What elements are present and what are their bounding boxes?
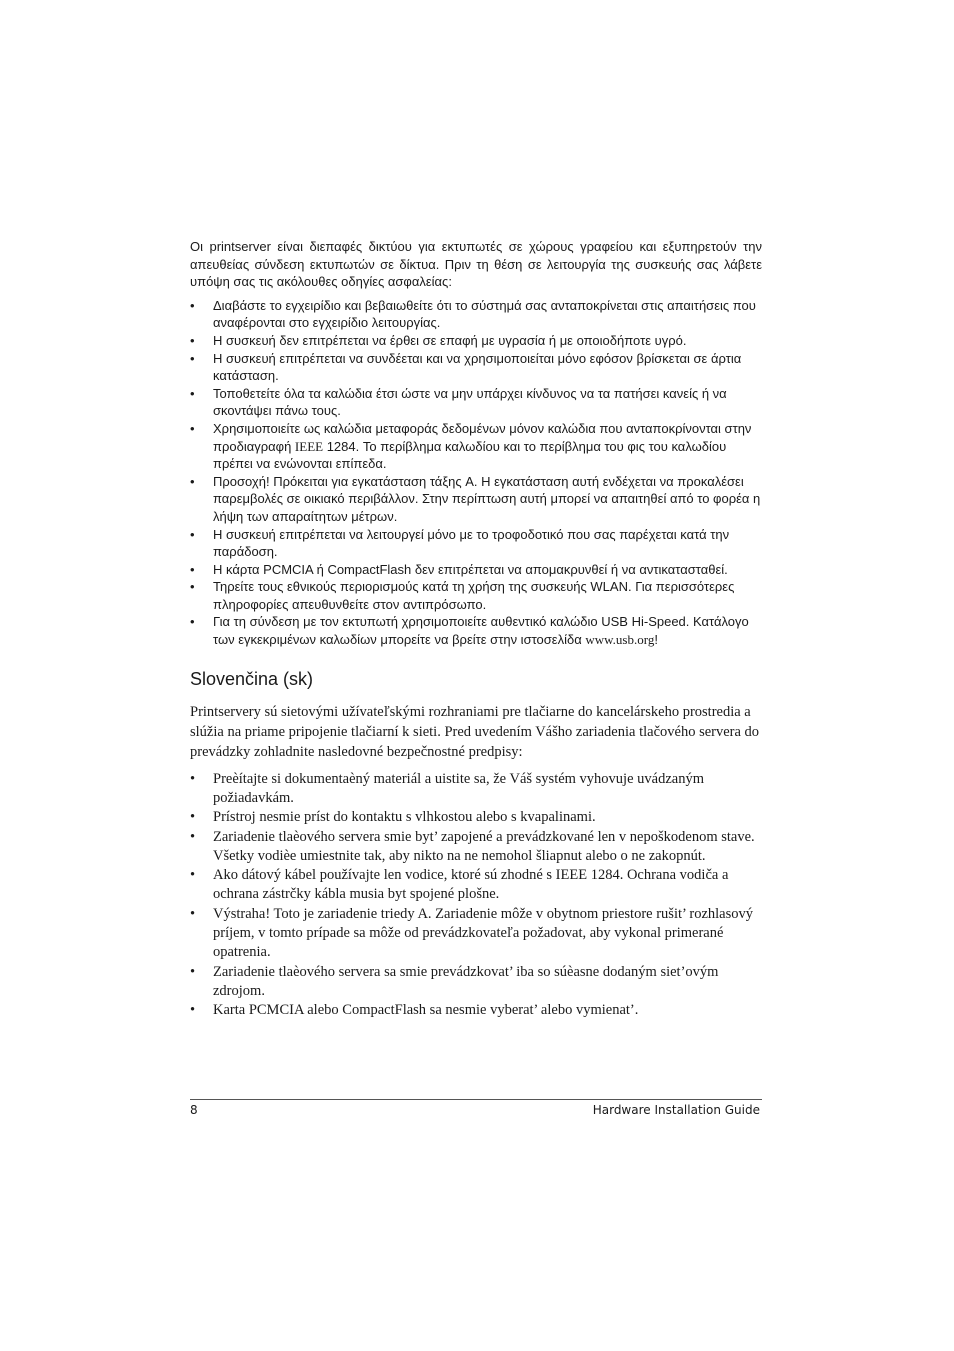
list-item-text: Zariadenie tlaèového servera smie byt’ zapojené a prevádzkované len v nepoškodenom stave. [213, 828, 755, 845]
greek-safety-list [190, 297, 762, 649]
list-item-text: Prístroj nesmie príst do kontaktu s vlhkostou alebo s kvapalinami. [213, 809, 596, 826]
bullet: • [190, 867, 196, 884]
list-item [190, 963, 762, 1002]
list-item [190, 332, 762, 350]
list-item-text: 1284. Το περίβλημα καλωδίου και το περίβλημα του φις του καλωδίου πρέπει να ενώνονται επίπεδα. [213, 438, 727, 472]
list-item [190, 350, 762, 385]
list-item [190, 770, 762, 809]
bullet: • [190, 561, 195, 577]
bullet: • [190, 526, 195, 542]
list-item-suffix: ! [654, 632, 658, 648]
list-item-text: Η κάρτα PCMCIA ή CompactFlash δεν επιτρέπεται να απομακρυνθεί ή να αντικατασταθεί. [213, 561, 728, 577]
list-item [190, 526, 762, 561]
bullet: • [190, 297, 195, 313]
greek-intro-paragraph: Οι printserver είναι διεπαφές δικτύου για εκτυπωτές σε χώρους γραφείου και εξυπηρετούν την απευθείας σύνδεση εκτυπωτών σε δίκτυα. Πριν τη θέση σε λειτουργία της συσκευής σας λάβετε υπόψη σας τις ακόλουθες οδηγίες ασφαλείας: [190, 239, 762, 290]
bullet: • [190, 420, 195, 436]
list-item [190, 420, 762, 473]
list-item-text: Výstraha! Toto je zariadenie triedy A. Zariadenie môže v obytnom priestore rušit’ rozhlasový príjem, v tomto prípade sa môže od prevádzkovateľa požadovat, aby vykonal primerané opatrenia. [213, 905, 754, 961]
list-item-text: Η συσκευή επιτρέπεται να λειτουργεί μόνο με το τροφοδοτικό που σας παρέχεται κατά την παράδοση. [213, 526, 730, 560]
list-item-text: Ako dátový kábel používajte len vodice, ktoré sú zhodné s IEEE 1284. Ochrana vodiča a ochrana zástrčky kábla musia byt spojené plošne. [213, 867, 729, 903]
list-item-text: Zariadenie tlaèového servera sa smie prevádzkovat’ iba so súèasne dodaným siet’ovým zdrojom. [213, 963, 719, 999]
bullet: • [190, 385, 195, 401]
usb-org-link[interactable]: www.usb.org [585, 632, 655, 648]
bullet: • [190, 770, 196, 787]
list-item-text: Διαβάστε το εγχειρίδιο και βεβαιωθείτε ότι το σύστημά σας ανταποκρίνεται στις απαιτήσεις που αναφέρονται στο εγχειρίδιο λειτουργίας. [213, 297, 756, 331]
page-number: 8 [190, 1103, 198, 1117]
list-item [190, 297, 762, 332]
bullet: • [190, 350, 195, 366]
slovak-section-heading: Slovenčina (sk) [190, 668, 314, 689]
list-item [190, 613, 762, 648]
list-item-text: Χρησιμοποιείτε ως καλώδια μεταφοράς δεδομένων μόνον καλώδια που ανταποκρίνονται στην προδιαγραφή [213, 420, 752, 454]
page-content [190, 238, 762, 1021]
list-item [190, 385, 762, 420]
footer-divider [190, 1099, 762, 1100]
list-item [190, 866, 762, 905]
list-item [190, 1001, 762, 1020]
bullet: • [190, 332, 195, 348]
list-item-text: Για τη σύνδεση με τον εκτυπωτή χρησιμοποιείτε αυθεντικό καλώδιο USB Hi-Speed. Κατάλογο των εγκεκριμένων καλωδίων μπορείτε να βρείτε στην ιστοσελίδα [213, 614, 749, 648]
list-item-text: Η συσκευή δεν επιτρέπεται να έρθει σε επαφή με υγρασία ή με οποιοδήποτε υγρό. [213, 332, 687, 348]
bullet: • [190, 809, 196, 826]
list-item [190, 578, 762, 613]
list-item-text: Η συσκευή επιτρέπεται να συνδέεται και να χρησιμοποιείται μόνο εφόσον βρίσκεται σε άρτια κατάσταση. [213, 350, 742, 384]
list-item [190, 561, 762, 579]
bullet: • [190, 614, 195, 630]
list-item-text: Preèítajte si dokumentaèný materiál a uistite sa, že Váš systém vyhovuje uvádzaným požiadavkám. [213, 770, 704, 806]
bullet: • [190, 579, 195, 595]
slovak-intro-paragraph: Printservery sú sietovými užívateľskými rozhraniami pre tlačiarne do kancelárskeho prostredia a slúžia na priame pripojenie tlačiarní k sieti. Pred uvedením Vášho zariadenia tlačového servera do prevádzky zohladnite nasledovné bezpečnostné predpisy: [190, 703, 760, 760]
slovak-safety-list [190, 770, 762, 1021]
footer-document-title: Hardware Installation Guide [592, 1103, 760, 1117]
ieee-term: IEEE [294, 438, 324, 454]
list-item-text: Τηρείτε τους εθνικούς περιορισμούς κατά τη χρήση της συσκευής WLAN. Για περισσότερες πληροφορίες απευθυνθείτε στον αντιπρόσωπο. [213, 579, 735, 612]
bullet: • [190, 1002, 196, 1019]
list-item [190, 473, 762, 526]
list-item-text: Karta PCMCIA alebo CompactFlash sa nesmie vyberat’ alebo vymienat’. [213, 1002, 639, 1019]
list-item-text: Προσοχή! Πρόκειται για εγκατάσταση τάξης A. Η εγκατάσταση αυτή ενδέχεται να προκαλέσει παρεμβολές σε οικιακό περιβάλλον. Στην περίπτωση αυτή μπορεί να απαιτηθεί από το φορέα η λήψη των απαραίτητων μέτρων. [213, 473, 761, 524]
bullet: • [190, 963, 196, 980]
list-item [190, 905, 762, 963]
list-item-continuation: Všetky vodièe umiestnite tak, aby nikto na ne nemohol šliapnut alebo o ne zakopnút. [213, 847, 706, 864]
bullet: • [190, 473, 195, 489]
list-item [190, 828, 762, 867]
bullet: • [190, 905, 196, 922]
list-item-text: Τοποθετείτε όλα τα καλώδια έτσι ώστε να μην υπάρχει κίνδυνος να τα πατήσει κανείς ή να σκοντάψει πάνω τους. [213, 385, 727, 419]
list-item [190, 808, 762, 827]
bullet: • [190, 828, 196, 845]
